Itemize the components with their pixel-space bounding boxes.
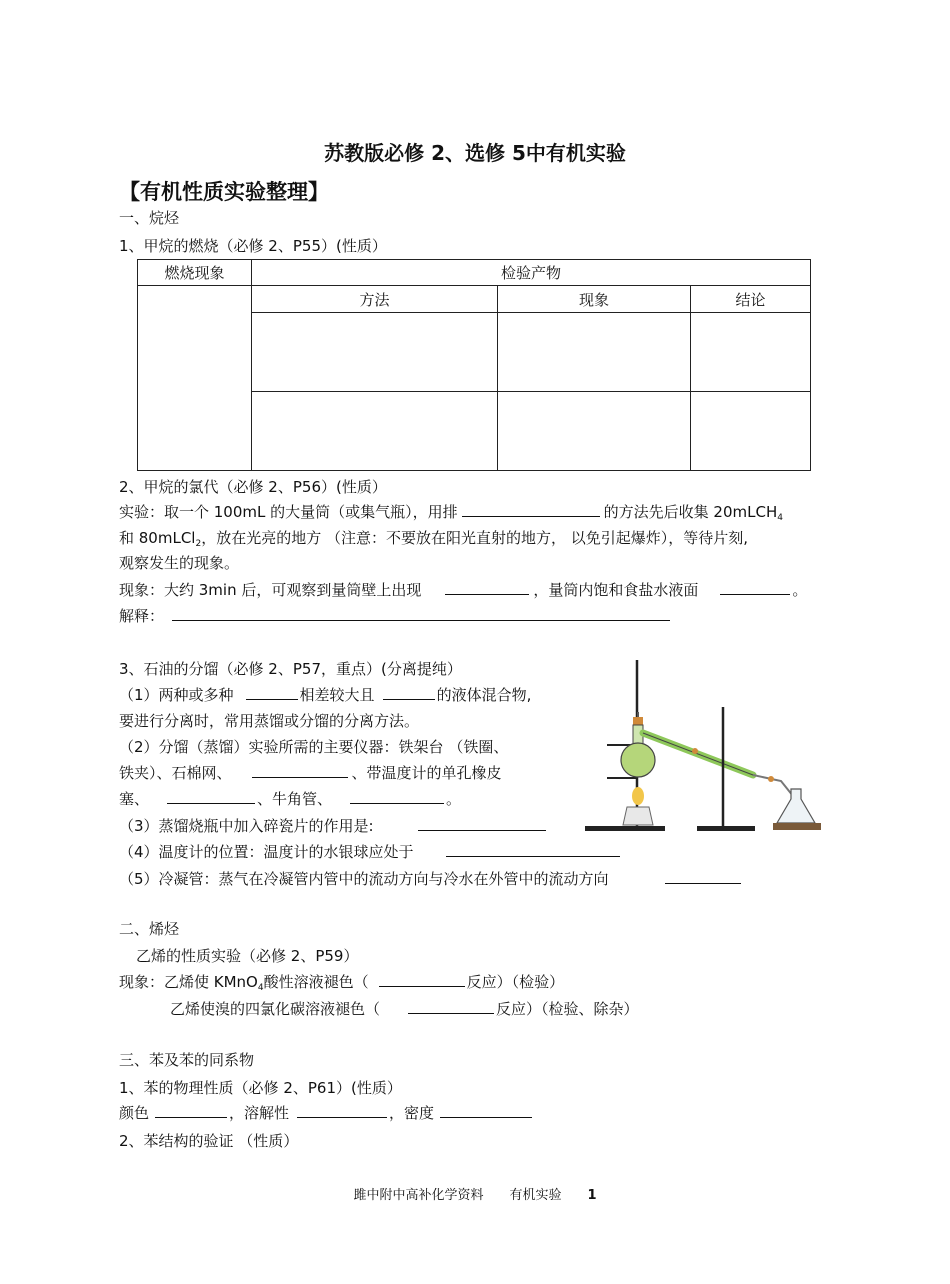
- d5-text-a: 塞、: [119, 790, 150, 808]
- distill-line-7: [119, 842, 620, 862]
- blank-solubility[interactable]: [297, 1103, 387, 1118]
- page-title: 苏教版必修 2、选修 5中有机实验: [324, 141, 626, 165]
- kmno4-subscript: 4: [257, 983, 264, 993]
- methane-burning-title: 1、甲烷的燃烧（必修 2、P55）(性质）: [119, 237, 387, 255]
- cell-phenomenon-2[interactable]: [498, 392, 691, 471]
- th-conclusion: 结论: [691, 286, 811, 313]
- d1-text-c: 的液体混合物,: [436, 686, 532, 704]
- blank-explanation[interactable]: [172, 606, 670, 621]
- d5-end: 。: [446, 790, 462, 808]
- blank-porcelain-purpose[interactable]: [418, 816, 546, 831]
- experiment-line-2: [119, 528, 748, 554]
- d4-text-b: 、带温度计的单孔橡皮: [351, 764, 502, 782]
- e2-text-b: 反应）（检验、除杂）: [496, 1000, 639, 1018]
- cell-phenomenon-1[interactable]: [498, 313, 691, 392]
- benzene-properties-line: [119, 1103, 532, 1123]
- blank-reaction-2[interactable]: [408, 999, 494, 1014]
- ethylene-phenomenon-1: [119, 972, 564, 998]
- distill-line-3: （2）分馏（蒸馏）实验所需的主要仪器：铁架台 （铁圈、: [119, 738, 509, 756]
- d4-text-a: 铁夹）、石棉网、: [119, 764, 232, 782]
- phen-end: 。: [792, 581, 808, 599]
- ch4-subscript: 4: [777, 513, 783, 523]
- solubility-label: ，溶解性: [229, 1104, 290, 1122]
- distill-line-2: 要进行分离时，常用蒸馏或分馏的分离方法。: [119, 712, 420, 730]
- d8-text: （5）冷凝管：蒸气在冷凝管内管中的流动方向与冷水在外管中的流动方向: [119, 870, 609, 888]
- methane-chlorination-title: 2、甲烷的氯代（必修 2、P56）(性质）: [119, 478, 387, 496]
- flame: [632, 787, 644, 805]
- color-label: 颜色: [119, 1104, 150, 1122]
- phenomenon-line: [119, 580, 807, 600]
- alcohol-lamp: [623, 807, 653, 825]
- th-method: 方法: [252, 286, 498, 313]
- phen-text-a: 现象：大约 3min 后，可观察到量筒壁上出现: [119, 581, 422, 599]
- blank-property-1[interactable]: [246, 685, 298, 700]
- alkene-heading: 二、烯烃: [119, 920, 180, 938]
- exp2-text-a: 和 80mLCl: [119, 529, 196, 547]
- blank-wall-phenomenon[interactable]: [445, 580, 529, 595]
- d1-text-a: （1）两种或多种: [119, 686, 234, 704]
- e1-text-a: 现象：乙烯使 KMnO: [119, 973, 258, 991]
- experiment-line-3: 观察发生的现象。: [119, 554, 240, 572]
- blank-property-2[interactable]: [383, 685, 435, 700]
- blank-reaction-1[interactable]: [379, 972, 465, 987]
- blank-instrument-1[interactable]: [252, 763, 348, 778]
- experiment-line-1: [119, 502, 783, 528]
- receiving-flask: [777, 789, 815, 823]
- page-number: 1: [587, 1188, 597, 1203]
- footer-topic: 有机实验: [509, 1188, 562, 1203]
- stopper-1: [633, 717, 643, 725]
- condenser-inner-tube: [643, 733, 753, 775]
- th-check-product: 检验产物: [252, 260, 811, 286]
- receiver-block: [773, 823, 821, 830]
- d5-text-b: 、牛角管、: [257, 790, 333, 808]
- blank-density[interactable]: [440, 1103, 532, 1118]
- d6-text: （3）蒸馏烧瓶中加入碎瓷片的作用是:: [119, 817, 374, 835]
- e2-text-a: 乙烯使溴的四氯化碳溶液褪色（: [170, 1000, 381, 1018]
- cell-method-2[interactable]: [252, 392, 498, 471]
- e1-text-c: 反应）（检验）: [466, 973, 565, 991]
- distill-line-8: [119, 869, 741, 889]
- d7-text: （4）温度计的位置：温度计的水银球应处于: [119, 843, 414, 861]
- blank-thermometer-position[interactable]: [446, 842, 620, 857]
- ethylene-phenomenon-2: [170, 999, 639, 1019]
- cell-conclusion-2[interactable]: [691, 392, 811, 471]
- blank-liquid-level[interactable]: [720, 580, 790, 595]
- explanation-line: [119, 606, 670, 626]
- density-label: ，密度: [389, 1104, 435, 1122]
- stand-base-1: [585, 826, 665, 831]
- exp-text-a: 实验：取一个 100mL 的大量筒（或集气瓶），用排: [119, 503, 458, 521]
- cell-conclusion-1[interactable]: [691, 313, 811, 392]
- exp-text-b: 的方法先后收集 20mLCH: [603, 503, 778, 521]
- explain-label: 解释：: [119, 607, 165, 625]
- cell-burn-phenomenon[interactable]: [138, 286, 252, 471]
- blank-instrument-3[interactable]: [350, 789, 444, 804]
- e1-text-b: 酸性溶液褪色（: [263, 973, 369, 991]
- distill-line-1: [119, 685, 531, 705]
- blank-color[interactable]: [155, 1103, 227, 1118]
- section-heading: 【有机性质实验整理】: [119, 180, 329, 204]
- th-burn-phenomenon: 燃烧现象: [138, 260, 252, 286]
- th-phenomenon: 现象: [498, 286, 691, 313]
- blank-flow-direction[interactable]: [665, 869, 741, 884]
- d1-text-b: 相差较大且: [299, 686, 375, 704]
- benzene-physical-title: 1、苯的物理性质（必修 2、P61）(性质）: [119, 1079, 402, 1097]
- page-footer: [0, 1184, 950, 1203]
- footer-school: 雎中附中高补化学资料: [353, 1188, 484, 1203]
- exp2-text-b: ，放在光亮的地方 （注意：不要放在阳光直射的地方， 以免引起爆炸），等待片刻,: [201, 529, 749, 547]
- cl2-subscript: 2: [195, 539, 202, 549]
- distill-line-5: [119, 789, 461, 809]
- water-inlet: [692, 748, 698, 754]
- phen-text-b: ，量筒内饱和食盐水液面: [533, 581, 699, 599]
- distillation-flask: [621, 743, 655, 777]
- alkane-heading: 一、烷烃: [119, 209, 180, 227]
- blank-collect-method[interactable]: [462, 502, 600, 517]
- benzene-heading: 三、苯及苯的同系物: [119, 1051, 255, 1069]
- distillation-apparatus-image: [575, 657, 835, 835]
- distillation-title: 3、石油的分馏（必修 2、P57，重点）(分离提纯）: [119, 660, 462, 678]
- water-outlet: [768, 776, 774, 782]
- stand-base-2: [697, 826, 755, 831]
- distill-line-4: [119, 763, 502, 783]
- cell-method-1[interactable]: [252, 313, 498, 392]
- distill-line-6: [119, 816, 546, 836]
- combustion-table: [137, 259, 811, 471]
- ethylene-subtitle: 乙烯的性质实验（必修 2、P59）: [136, 947, 359, 965]
- blank-instrument-2[interactable]: [167, 789, 255, 804]
- benzene-structure-title: 2、苯结构的验证 （性质）: [119, 1132, 299, 1150]
